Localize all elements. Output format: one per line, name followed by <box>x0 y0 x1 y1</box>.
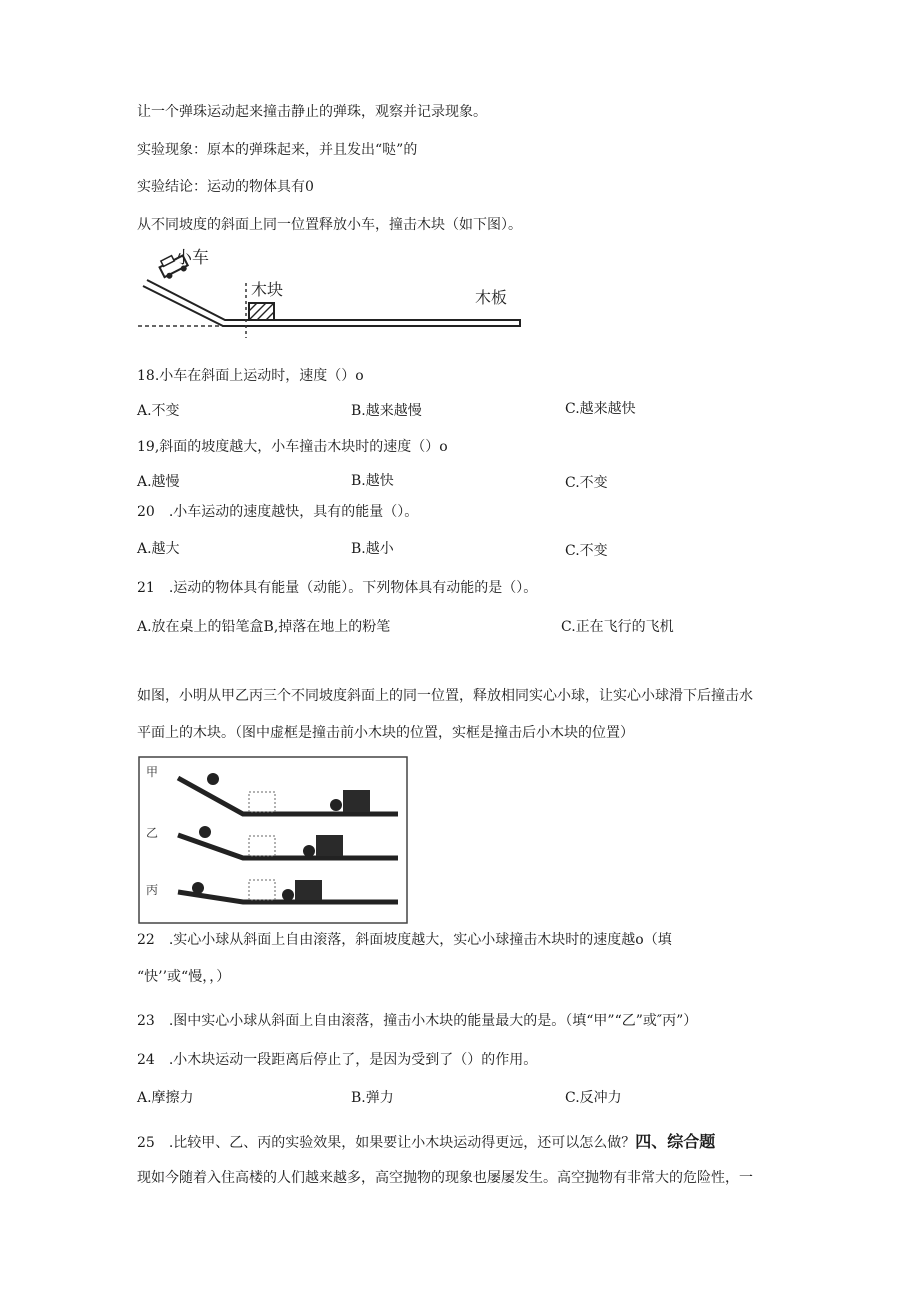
block-after-yi <box>316 835 343 856</box>
ball-bing <box>192 882 204 894</box>
section-heading: 四、综合题 <box>635 1132 716 1151</box>
q21-option-c[interactable]: C.正在飞行的飞机 <box>561 619 674 635</box>
block-label: 木块 <box>251 280 284 299</box>
intro-text-2: 实验现象：原本的弹珠起来，并且发出“哒”的 <box>137 142 418 158</box>
block-after-jia <box>343 790 370 812</box>
block-after-bing <box>295 880 322 900</box>
ball-yi <box>199 826 211 838</box>
q22-line-2: “快’’或“慢，，） <box>137 969 231 985</box>
car-label: 小车 <box>175 248 209 268</box>
para2-line-1: 如图，小明从甲乙丙三个不同坡度斜面上的同一位置，释放相同实心小球，让实心小球滑下后撞击水 <box>137 688 753 704</box>
q24-stem: 24 .小木块运动一段距离后停止了，是因为受到了（）的作用。 <box>137 1052 538 1068</box>
q19-stem: 19,斜面的坡度越大，小车撞击木块时的速度（）o <box>137 439 448 455</box>
figure-car-slope <box>135 243 530 338</box>
q21-option-ab[interactable]: A.放在桌上的铅笔盒B,掉落在地上的粉笔 <box>137 619 391 635</box>
q19-option-b[interactable]: B.越快 <box>351 473 394 489</box>
q24-option-c[interactable]: C.反冲力 <box>565 1090 622 1106</box>
q20-option-b[interactable]: B.越小 <box>351 541 394 557</box>
q20-option-a[interactable]: A.越大 <box>137 541 180 557</box>
q18-option-c[interactable]: C.越来越快 <box>565 401 636 417</box>
q20-option-c[interactable]: C.不变 <box>565 543 608 559</box>
q18-option-a[interactable]: A.不变 <box>137 403 180 419</box>
q20-stem: 20 .小车运动的速度越快，具有的能量（）。 <box>137 504 419 520</box>
intro-text-4: 从不同坡度的斜面上同一位置释放小车，撞击木块（如下图）。 <box>137 217 522 233</box>
board-label: 木板 <box>475 288 508 307</box>
q25-line <box>137 1133 715 1152</box>
q24-option-a[interactable]: A.摩擦力 <box>137 1090 194 1106</box>
label-jia: 甲 <box>146 765 159 779</box>
intro-text-3: 实验结论：运动的物体具有0 <box>137 179 314 195</box>
q19-option-c[interactable]: C.不变 <box>565 475 608 491</box>
q22-line-1: 22 .实心小球从斜面上自由滚落，斜面坡度越大，实心小球撞击木块时的速度越o（填 <box>137 932 672 948</box>
para3-line-1: 现如今随着入住高楼的人们越来越多，高空抛物的现象也屡屡发生。高空抛物有非常大的危险性，一 <box>137 1170 753 1186</box>
q23-stem: 23 .图中实心小球从斜面上自由滚落，撞击小木块的能量最大的是。（填“甲”“乙”或″丙”） <box>137 1013 698 1029</box>
q21-stem: 21 .运动的物体具有能量（动能）。下列物体具有动能的是（）。 <box>137 580 538 596</box>
q25-stem: 25 .比较甲、乙、丙的实验效果，如果要让小木块运动得更远，还可以怎么做？ <box>137 1135 636 1151</box>
q18-option-b[interactable]: B.越来越慢 <box>351 403 422 419</box>
para2-line-2: 平面上的木块。（图中虚框是撞击前小木块的位置，实框是撞击后小木块的位置） <box>137 725 634 741</box>
q24-option-b[interactable]: B.弹力 <box>351 1090 394 1106</box>
wood-block-icon <box>249 303 274 320</box>
intro-text-1: 让一个弹珠运动起来撞击静止的弹珠，观察并记录现象。 <box>137 104 487 120</box>
figure-three-slopes <box>138 756 410 926</box>
label-bing: 丙 <box>146 883 159 897</box>
ball-jia <box>207 773 219 785</box>
q18-stem: 18.小车在斜面上运动时，速度（）o <box>137 368 364 384</box>
q19-option-a[interactable]: A.越慢 <box>137 474 180 490</box>
label-yi: 乙 <box>146 826 159 840</box>
